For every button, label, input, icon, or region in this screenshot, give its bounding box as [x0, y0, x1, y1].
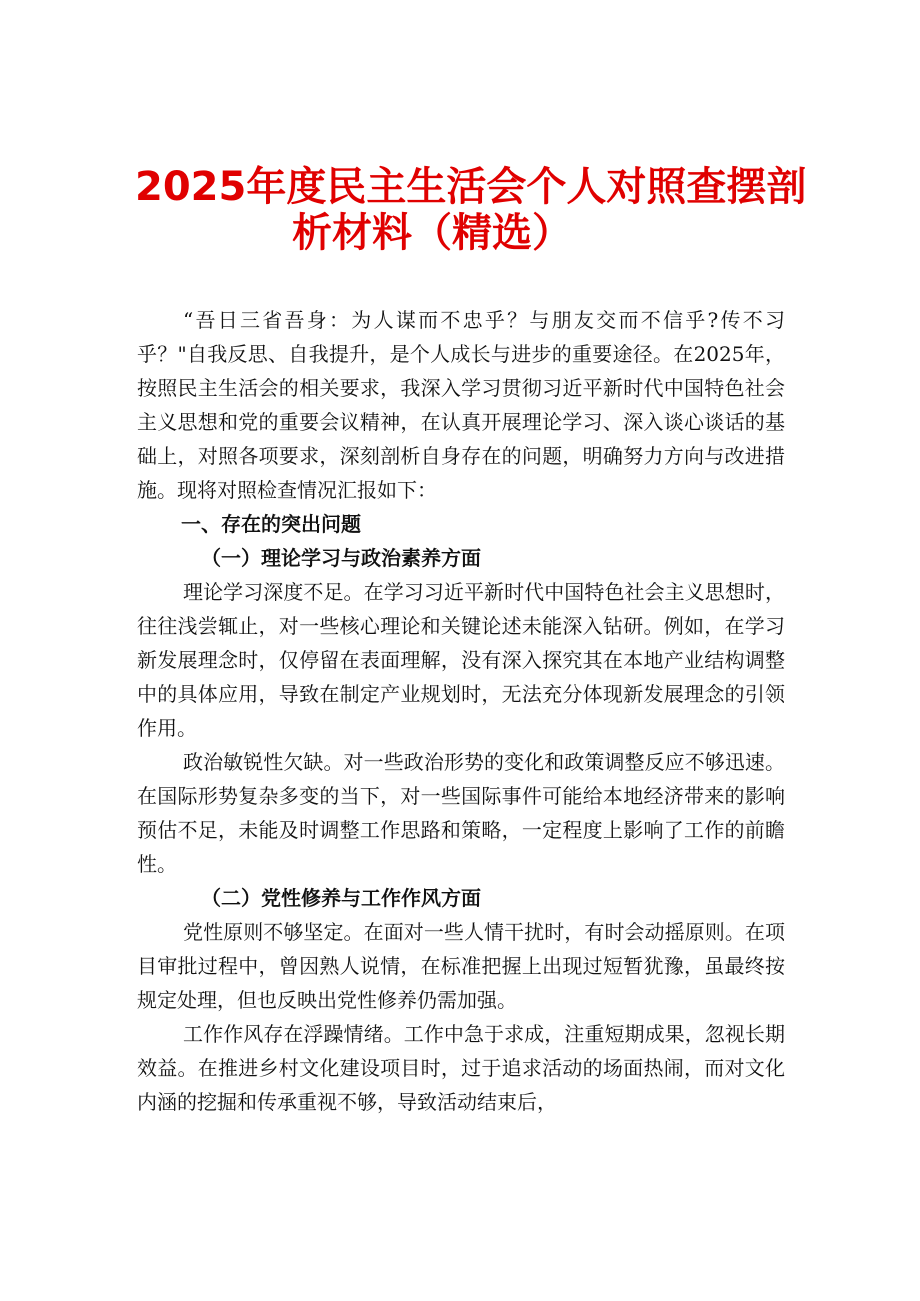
body-paragraph-party-principle: 党性原则不够坚定。在面对一些人情干扰时，有时会动摇原则。在项目审批过程中，曾因熟人说情，在标准把握上出现过短暂犹豫，虽最终按规定处理，但也反映出党性修养仍需加强。 — [137, 920, 785, 1012]
intro-paragraph: “吾日三省吾身：为人谋而不忠乎？与朋友交而不信乎?传不习乎？"自我反思、自我提升，是个人成长与进步的重要途径。在2025年，按照民主生活会的相关要求，我深入学习贯彻习近平新时代中国特色社会主义思想和党的重要会议精神，在认真开展理论学习、深入谈心谈话的基础上，对照各项要求，深刻剖析自身存在的问题，明确努力方向与改进措施。现将对照检查情况汇报如下： — [137, 308, 785, 502]
subsection-heading-party-work-style: （二）党性修养与工作作风方面 — [201, 886, 481, 910]
document-title-line-2: 析材料（精选） — [292, 209, 572, 256]
subsection-heading-theory-politics: （一）理论学习与政治素养方面 — [201, 546, 481, 570]
section-heading-problems: 一、存在的突出问题 — [181, 512, 361, 536]
document-body — [137, 303, 785, 1119]
document-title-line-1: 2025年度民主生活会个人对照查摆剖 — [135, 163, 807, 210]
body-paragraph-work-style: 工作作风存在浮躁情绪。工作中急于求成，注重短期成果，忽视长期效益。在推进乡村文化建设项目时，过于追求活动的场面热闹，而对文化内涵的挖掘和传承重视不够，导致活动结束后， — [137, 1022, 785, 1114]
body-paragraph-political-sensitivity: 政治敏锐性欠缺。对一些政治形势的变化和政策调整反应不够迅速。在国际形势复杂多变的当下，对一些国际事件可能给本地经济带来的影响预估不足，未能及时调整工作思路和策略，一定程度上影响了工作的前瞻性。 — [137, 750, 785, 876]
body-paragraph-theory-study: 理论学习深度不足。在学习习近平新时代中国特色社会主义思想时，往往浅尝辄止，对一些核心理论和关键论述未能深入钻研。例如，在学习新发展理念时，仅停留在表面理解，没有深入探究其在本地产业结构调整中的具体应用，导致在制定产业规划时，无法充分体现新发展理念的引领作用。 — [137, 580, 785, 740]
